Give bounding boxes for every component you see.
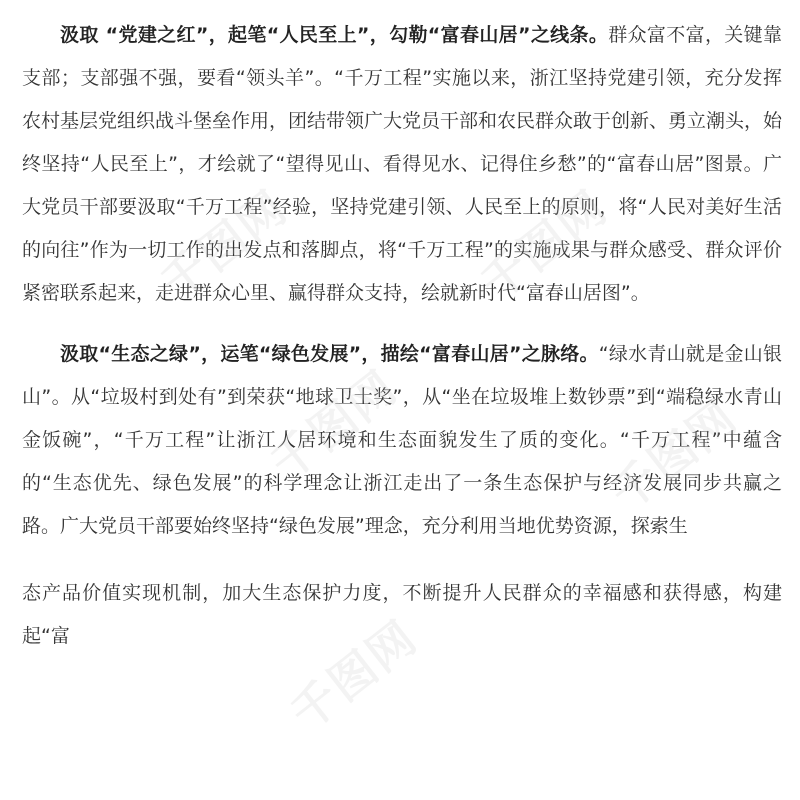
watermark: 千图网 (260, 359, 408, 491)
watermark: 千图网 (150, 179, 298, 311)
watermark: 千图网 (470, 179, 618, 311)
paragraph-lead: 汲取 “党建之红”，起笔“人民至上”，勾勒“富春山居”之线条。 (60, 24, 609, 46)
paragraph-ecology (22, 333, 782, 548)
paragraph-party-building (22, 14, 782, 315)
paragraph-lead: 汲取“生态之绿”，运笔“绿色发展”，描绘“富春山居”之脉络。 (60, 343, 599, 365)
paragraph-text: “绿水青山就是金山银山”。从“垃圾村到处有”到荣获“地球卫士奖”，从“坐在垃圾堆上数钞票”到“端稳绿水青山金饭碗”，“千万工程”让浙江人居环境和生态面貌发生了质的变化。“千万工程”中蕴含的“生态优先、绿色发展”的科学理念让浙江走出了一条生态保护与经济发展同步共赢之路。广大党员干部要始终坚持“绿色发展”理念，充分利用当地优势资源，探索生 (22, 343, 782, 537)
paragraph-text: 态产品价值实现机制，加大生态保护力度，不断提升人民群众的幸福感和获得感，构建起“富 (22, 582, 782, 647)
watermark: 千图网 (280, 609, 428, 741)
document-body (22, 14, 782, 658)
watermark: 千图网 (600, 389, 748, 521)
paragraph-text: 群众富不富，关键靠支部；支部强不强，要看“领头羊”。“千万工程”实施以来，浙江坚持党建引领，充分发挥农村基层党组织战斗堡垒作用，团结带领广大党员干部和农民群众敢于创新、勇立潮头，始终坚持“人民至上”，才绘就了“望得见山、看得见水、记得住乡愁”的“富春山居”图景。广大党员干部要汲取“千万工程”经验，坚持党建引领、人民至上的原则，将“人民对美好生活的向往”作为一切工作的出发点和落脚点，将“千万工程”的实施成果与群众感受、群众评价紧密联系起来，走进群众心里、赢得群众支持，绘就新时代“富春山居图”。 (22, 24, 783, 304)
paragraph-continuation (22, 572, 782, 658)
